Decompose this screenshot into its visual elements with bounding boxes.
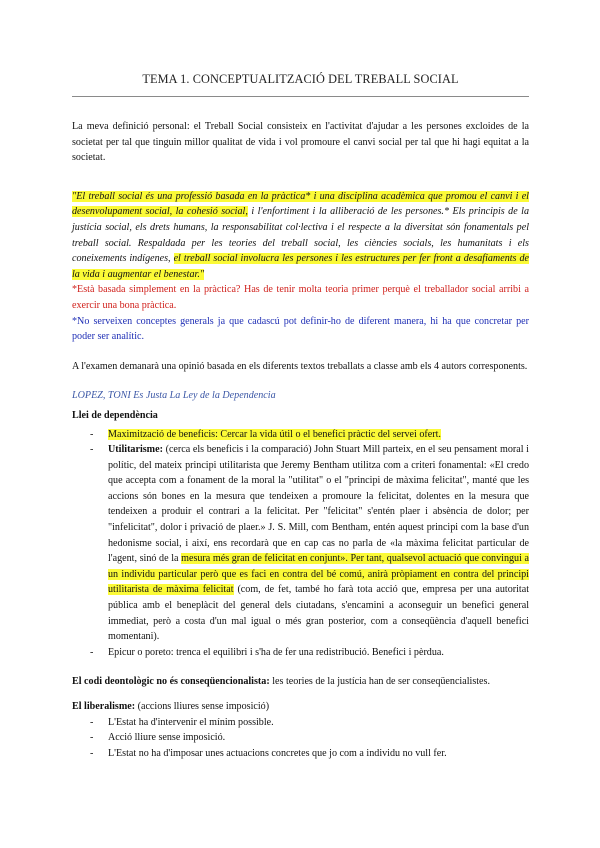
liberalism-term: El liberalisme: [72, 701, 136, 712]
list-item-epicurus [90, 645, 529, 661]
page-title: TEMA 1. CONCEPTUALITZACIÓ DEL TREBALL SOCIAL [142, 72, 459, 86]
personal-definition: La meva definició personal: el Treball Social consisteix en l'activitat d'ajudar a les persones excloides de la societat per tal que tinguin millor qualitat de vida i vol promoure el canvi social per tal que hi hagi equitat a la societat. [72, 121, 529, 164]
liberalism-heading [72, 699, 529, 715]
utilitarianism-text-end: (com, de fet, també ho farà tota acció que, empresa per una autoritat pública amb el beneplàcit del general dels ciutadans, s'encamini a aconseguir un benefici general immediat, però a costa d'un mal igual o més gran posterior, com a conseqüència d'aquell benefici momentani). [108, 584, 529, 643]
bullet-dash: - [90, 428, 94, 440]
liberalism-item-text: L'Estat no ha d'imposar unes actuacions concretes que jo com a individu no vull fer. [108, 747, 447, 759]
dependency-law-list [72, 427, 529, 661]
exam-note: A l'examen demanarà una opinió basada en els diferents textos treballats a classe amb els 4 autors corresponents. [72, 360, 528, 372]
bullet-dash: - [90, 747, 94, 759]
liberalism-text: (accions lliures sense imposició) [135, 701, 270, 712]
quote-highlight-2: el treball social involucra les persones i les estructures per fer front a desafiaments de la vida i augmentar el benestar." [72, 253, 529, 280]
note-practice: *Està basada simplement en la pràctica? Has de tenir molta teoria primer perquè el treballador social arribi a exercir una bona pràctica. [72, 284, 529, 311]
deontology-text: les teories de la justícia han de ser conseqüencialistes. [269, 676, 490, 688]
utilitarianism-highlight: mesura més gran de felicitat en conjunt». Per tant, qualsevol actuació que convingui a un individu particular però que es faci en contra del bé comú, anirà pròpiament en contra del principi utilitarista de màxima felicitat [108, 553, 529, 596]
bullet-dash: - [90, 646, 94, 658]
benefit-maximization-text: Maximització de beneficis: Cercar la vida útil o el benefici pràctic del servei ofert. [108, 428, 441, 440]
liberalism-item-text: L'Estat ha d'intervenir el mínim possible. [108, 716, 274, 728]
list-item [90, 746, 529, 762]
document-page [72, 0, 529, 761]
section-heading-dependency-law: Llei de dependència [72, 409, 158, 421]
quote-body: i l'enfortiment i la alliberació de les persones.* Els principis de la justícia social, els drets humans, la responsabilitat col·lectiva i el respecte a la diversitat són fonamentals pel treball social. Respaldada per les teories del treball social, les ciències socials, les humanitats i els coneixements indígenes, [72, 206, 529, 265]
title-divider [72, 96, 529, 97]
note-concepts: *No serveixen conceptes generals ja que cadascú pot definir-ho de diferent manera, hi ha que concretar per poder ser analític. [72, 315, 529, 343]
liberalism-list [72, 715, 529, 762]
deontology-paragraph [72, 674, 529, 690]
bullet-dash: - [90, 716, 94, 728]
list-item [90, 715, 529, 731]
liberalism-item-text: Acció lliure sense imposició. [108, 732, 226, 744]
list-item [90, 730, 529, 746]
utilitarianism-term: Utilitarisme: [108, 444, 163, 456]
utilitarianism-text: (cerca els beneficis i la comparació) John Stuart Mill parteix, en el seu pensament moral i polític, del mateix principi utilitarista que Jeremy Bentham utilitza com a criteri fonamental: «El credo que accepta com a fonament de la moral la "utilitat" o el "principi de màxima felicitat", manté que les accions són bones en la mesura que tendeixen a promoure la felicitat, dolentes en la mesura que tendeixen a produir el contrari a la felicitat. Per "felicitat" s'entén plaer i absència de dolor; per "infelicitat", dolor i privació de plaer.» J. S. Mill, com Bentham, entén aquest principi com la base d'un hedonisme social, i així, ens recordarà que en cap cas no parla de «la màxima felicitat particular de l'agent, sinó de la [108, 444, 529, 565]
deontology-term: El codi deontològic no és conseqüencionalista: [72, 676, 270, 688]
author-reference: LOPEZ, TONI Es Justa La Ley de la Dependencia [72, 390, 276, 402]
quote-highlight-1: "El treball social és una professió basada en la pràctica* i una disciplina acadèmica que promou el canvi i el desenvolupament social, la cohesió social, [72, 190, 529, 218]
ifsw-definition-quote [72, 189, 529, 283]
list-item-benefit-maximization [90, 427, 529, 443]
bullet-dash: - [90, 444, 94, 456]
list-item-utilitarianism [90, 442, 529, 645]
bullet-dash: - [90, 732, 94, 744]
epicurus-text: Epicur o poreto: trenca el equilibri i s'ha de fer una redistribució. Benefici i pèrdua. [108, 646, 444, 658]
